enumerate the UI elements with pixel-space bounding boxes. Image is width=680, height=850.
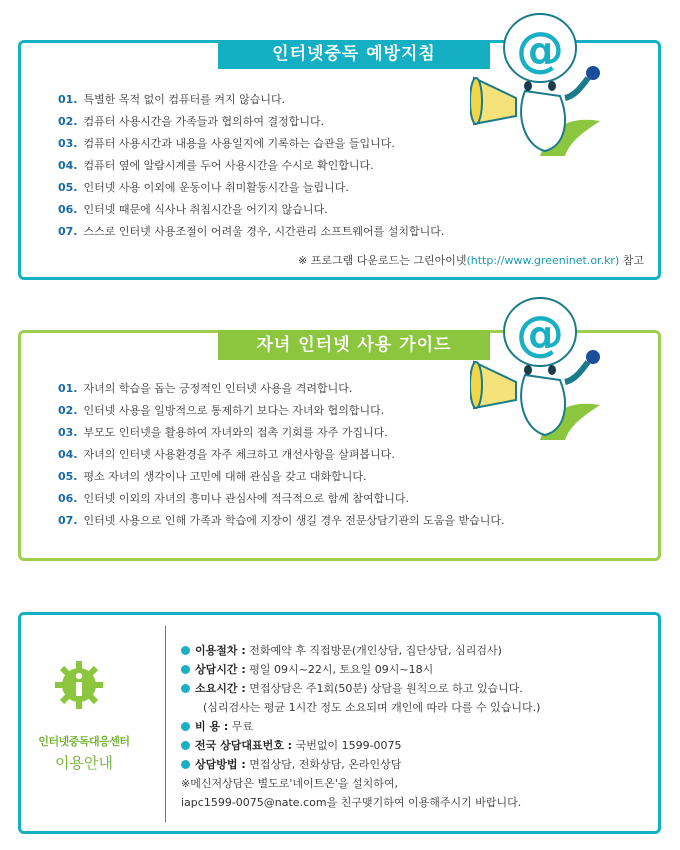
info-item: 비 용 : 무료: [181, 717, 540, 736]
list-item: 07. 인터넷 사용으로 인해 가족과 학습에 지장이 생길 경우 전문상담기관의 도움을 받습니다.: [58, 514, 505, 527]
bullet-icon: [181, 741, 190, 750]
child-guide-list: [58, 378, 505, 532]
bullet-icon: [181, 722, 190, 731]
divider: [165, 626, 166, 822]
info-item: 상담시간 : 평일 09시~22시, 토요일 09시~18시: [181, 660, 540, 679]
info-item: 상담방법 : 면접상담, 전화상담, 온라인상담: [181, 755, 540, 774]
usage-info-list: [181, 641, 540, 812]
messenger-note: ※메신저상담은 별도로'네이트온'을 설치하여,: [181, 777, 399, 790]
list-item: 04. 자녀의 인터넷 사용환경을 자주 체크하고 개선사항을 살펴봅니다.: [58, 448, 395, 461]
list-item: 03. 컴퓨터 사용시간과 내용을 사용일지에 기록하는 습관을 들입니다.: [58, 137, 395, 150]
child-guide-title: 자녀 인터넷 사용 가이드: [218, 330, 490, 360]
bullet-icon: [181, 684, 190, 693]
list-item: 06. 인터넷 이외의 자녀의 흥미나 관심사에 적극적으로 함께 참여합니다.: [58, 492, 409, 505]
list-item: 04. 컴퓨터 옆에 알람시계를 두어 사용시간을 수시로 확인합니다.: [58, 159, 374, 172]
messenger-note-2: iapc1599-0075@nate.com을 친구맺기하여 이용해주시기 바랍니다.: [181, 796, 522, 809]
info-item: 소요시간 : 면접상담은 주1회(50분) 상담을 원칙으로 하고 있습니다.: [181, 679, 540, 698]
center-subtitle: 이용안내: [55, 754, 113, 772]
list-item: 01. 자녀의 학습을 돕는 긍정적인 인터넷 사용을 격려합니다.: [58, 382, 353, 395]
info-item: 전국 상담대표번호 : 국번없이 1599-0075: [181, 736, 540, 755]
center-name: 인터넷중독대응센터: [38, 735, 130, 748]
list-item: 05. 평소 자녀의 생각이나 고민에 대해 관심을 갖고 대화합니다.: [58, 470, 367, 483]
info-item: (심리검사는 평균 1시간 정도 소요되며 개인에 따라 다를 수 있습니다.): [203, 701, 541, 714]
list-item: 01. 특별한 목적 없이 컴퓨터를 켜지 않습니다.: [58, 93, 286, 106]
info-gear-logo-icon: [54, 660, 104, 710]
bullet-icon: [181, 646, 190, 655]
bullet-icon: [181, 760, 190, 769]
program-download-note: ※ 프로그램 다운로드는 그린아이넷(http://www.greeninet.or.kr) 참고: [298, 254, 644, 267]
svg-text:@: @: [516, 22, 564, 78]
list-item: 05. 인터넷 사용 이외에 운동이나 취미활동시간을 늘립니다.: [58, 181, 349, 194]
prevention-guide-title: 인터넷중독 예방지침: [218, 40, 490, 69]
info-item: 이용절차 : 전화예약 후 직접방문(개인상담, 집단상담, 심리검사): [181, 641, 540, 660]
mascot-at-megaphone-icon: [470, 290, 610, 440]
list-item: 06. 인터넷 때문에 식사나 취침시간을 어기지 않습니다.: [58, 203, 328, 216]
list-item: 03. 부모도 인터넷을 활용하여 자녀와의 접촉 기회를 자주 가집니다.: [58, 426, 388, 439]
prevention-guide-list: [58, 89, 444, 243]
list-item: 02. 컴퓨터 사용시간을 가족들과 협의하여 결정합니다.: [58, 115, 325, 128]
list-item: 02. 인터넷 사용을 일방적으로 통제하기 보다는 자녀와 협의합니다.: [58, 404, 385, 417]
bullet-icon: [181, 665, 190, 674]
svg-text:@: @: [516, 306, 564, 362]
list-item: 07. 스스로 인터넷 사용조절이 어려울 경우, 시간관리 소프트웨어를 설치합니다.: [58, 225, 445, 238]
greeninet-link[interactable]: (http://www.greeninet.or.kr): [466, 254, 620, 267]
mascot-at-megaphone-icon: [470, 6, 610, 156]
